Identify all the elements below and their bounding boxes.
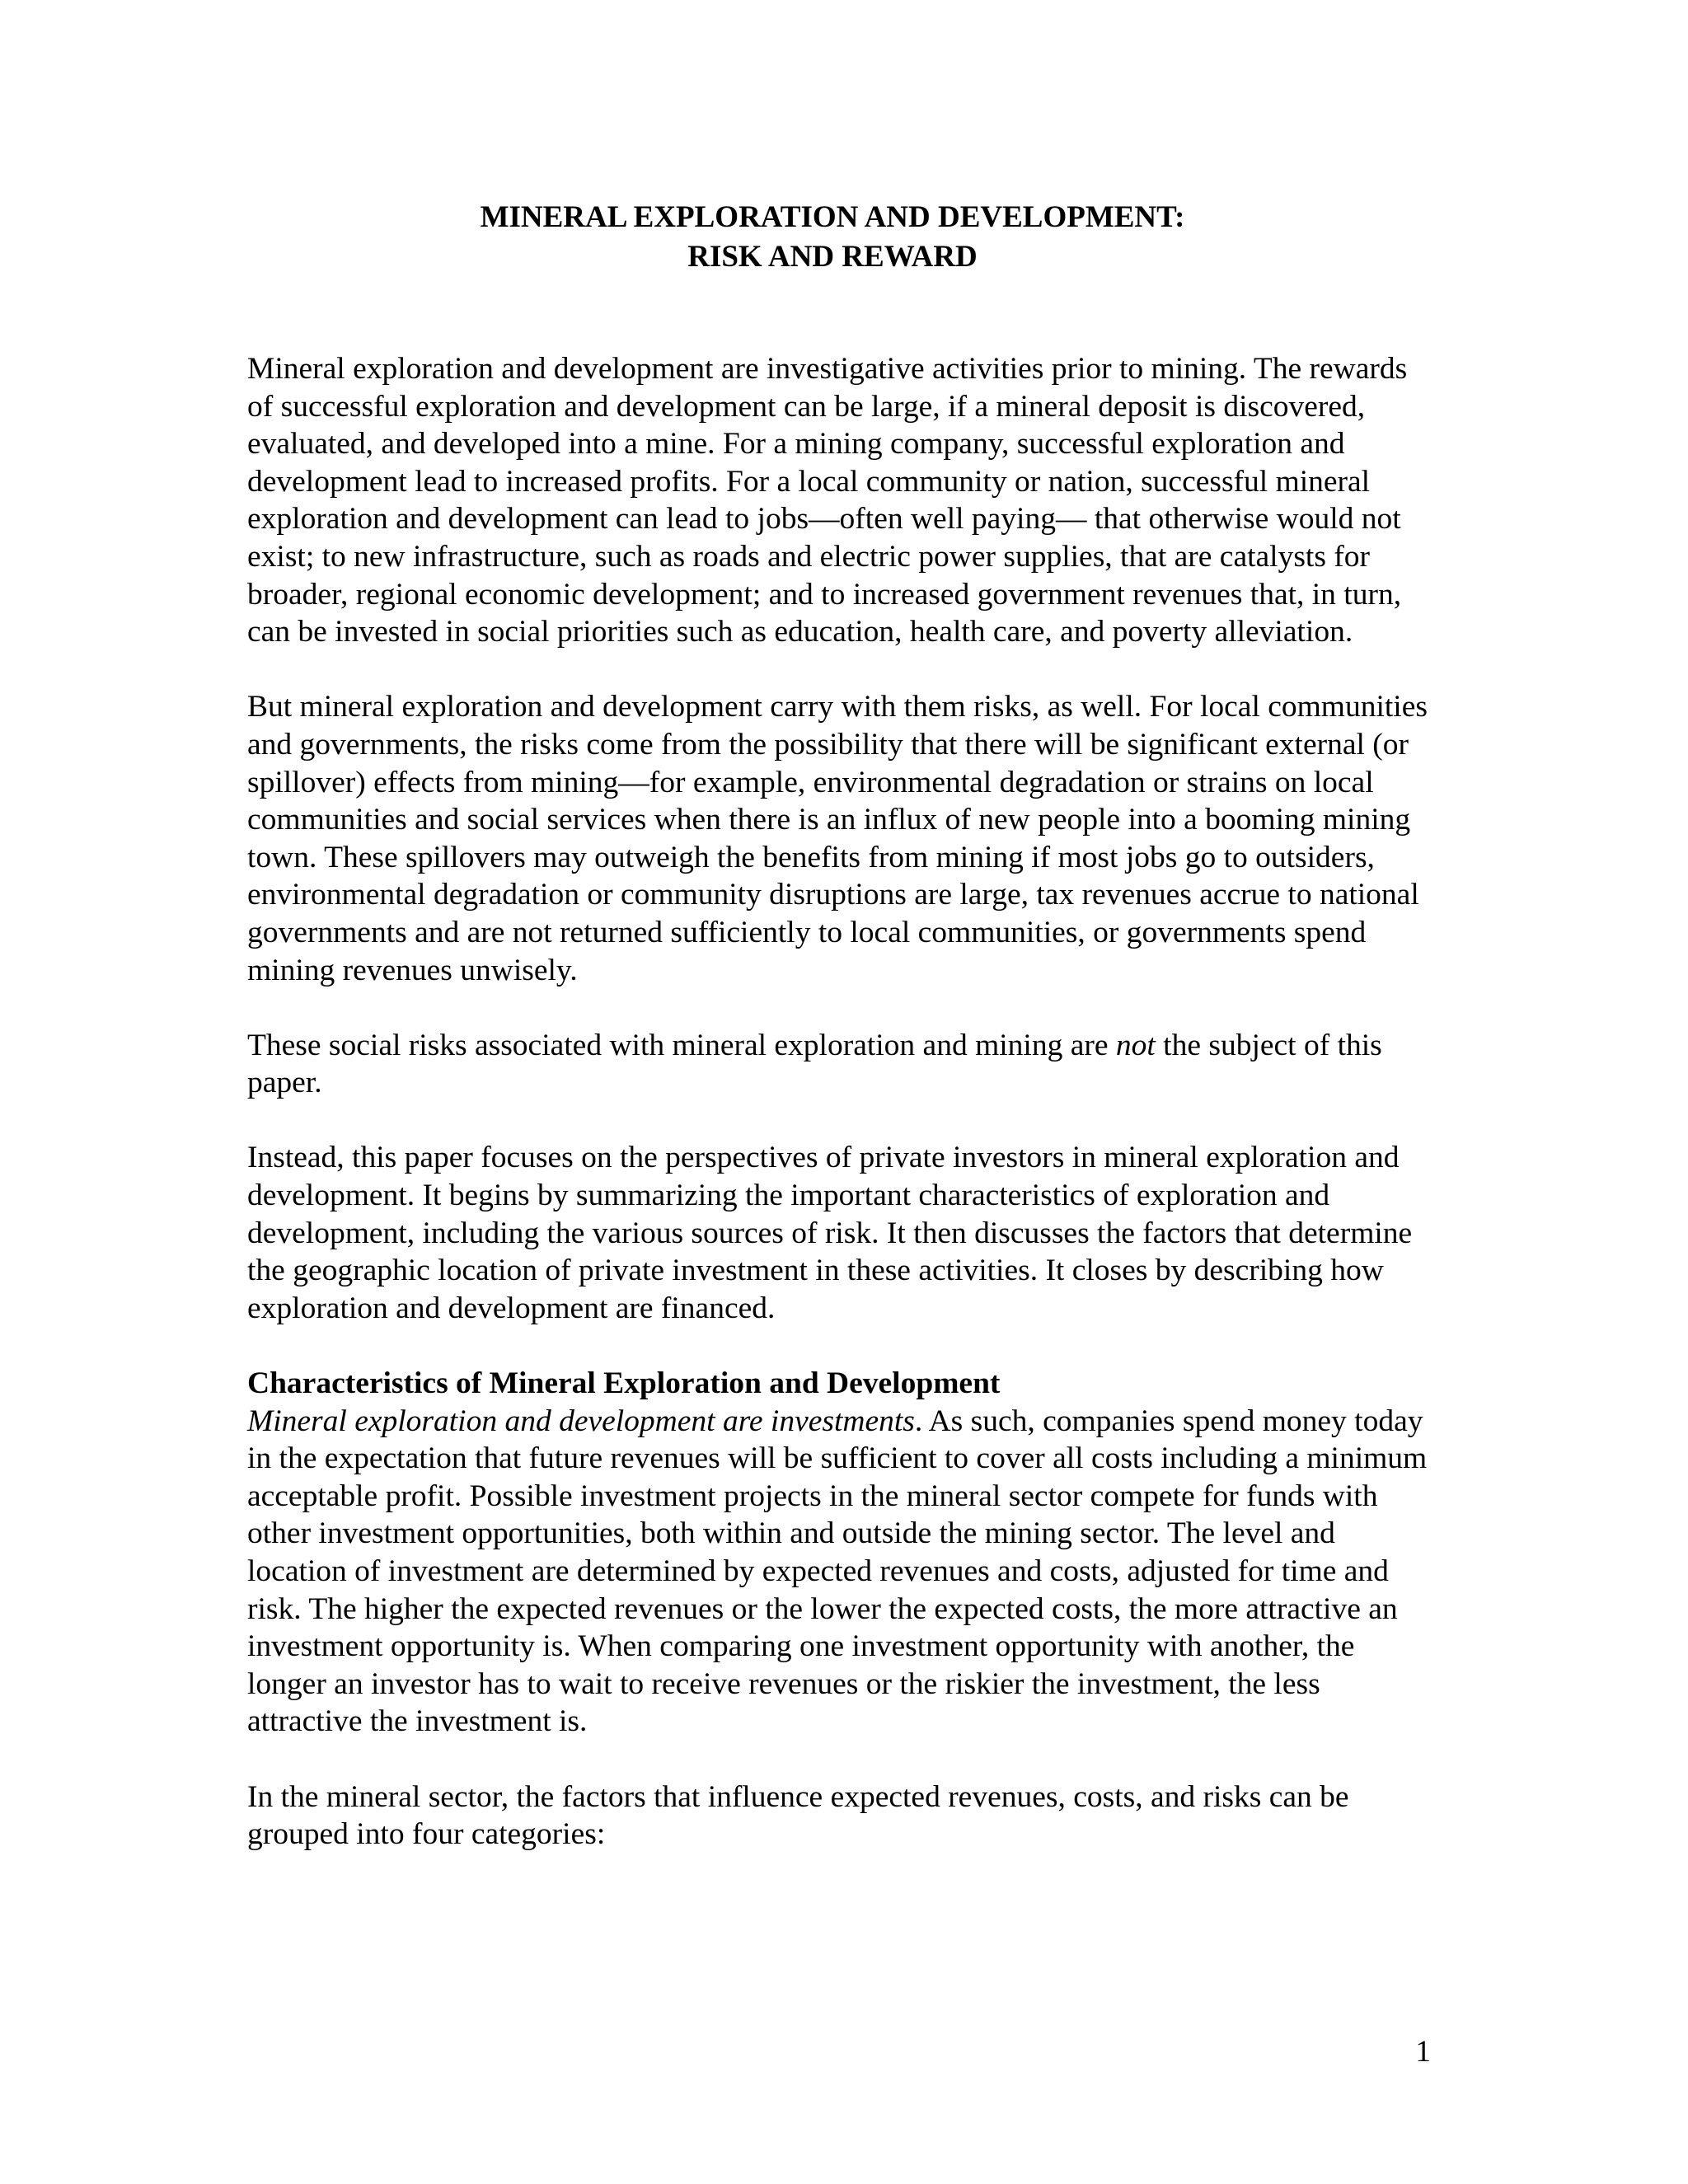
emphasis-not: not: [1115, 1028, 1156, 1062]
page-number: 1: [1415, 2035, 1431, 2069]
section-heading: Characteristics of Mineral Exploration and Development: [247, 1366, 1001, 1401]
section-lead-italic: Mineral exploration and development are investments: [247, 1404, 915, 1438]
paragraph-social-risks: [247, 1027, 1432, 1102]
paragraph-social-risks-before: These social risks associated with mineral exploration and mining are: [247, 1028, 1116, 1062]
document-body: [247, 350, 1432, 1891]
paragraph-categories: In the mineral sector, the factors that influence expected revenues, costs, and risks can be grouped into four categories:: [247, 1779, 1349, 1852]
paragraph-risks: But mineral exploration and development carry with them risks, as well. For local communities and governments, the risks come from the possibility that there will be significant external (or spillover) effects from mining—for example, environmental degradation or strains on local communities and social services when there is an influx of new people into a booming mining town. These spillovers may outweigh the benefits from mining if most jobs go to outsiders, environmental degradation or community disruptions are large, tax revenues accrue to national governments and are not returned sufficiently to local communities, or governments spend mining revenues unwisely.: [247, 690, 1428, 987]
paragraph-intro: Mineral exploration and development are investigative activities prior to mining. The rewards of successful exploration and development can be large, if a mineral deposit is discovered, evaluated, and developed into a mine. For a mining company, successful exploration and development lead to increased profits. For a local community or nation, successful mineral exploration and development can lead to jobs—often well paying— that otherwise would not exist; to new infrastructure, such as roads and electric power supplies, that are catalysts for broader, regional economic development; and to increased government revenues that, in turn, can be invested in social priorities such as education, health care, and poverty alleviation.: [247, 352, 1408, 649]
section-body: . As such, companies spend money today in the expectation that future revenues will be sufficient to cover all costs including a minimum acceptable profit. Possible investment projects in the mineral sector compete for funds with other investment opportunities, both within and outside the mining sector. The level and location of investment are determined by expected revenues and costs, adjusted for time and risk. The higher the expected revenues or the lower the expected costs, the more attractive an investment opportunity is. When comparing one investment opportunity with another, the longer an investor has to wait to receive revenues or the riskier the investment, the less attractive the investment is.: [247, 1404, 1428, 1739]
paragraph-focus: Instead, this paper focuses on the perspectives of private investors in mineral exploration and development. It begins by summarizing the important characteristics of exploration and development, including the various sources of risk. It then discusses the factors that determine the geographic location of private investment in these activities. It closes by describing how exploration and development are financed.: [247, 1141, 1413, 1325]
document-title-line-1: MINERAL EXPLORATION AND DEVELOPMENT:: [480, 200, 1185, 234]
section-characteristics: [247, 1365, 1432, 1741]
document-title-line-2: RISK AND REWARD: [687, 240, 978, 274]
paragraph-social-risks-after: the subject of this paper.: [247, 1028, 1382, 1100]
